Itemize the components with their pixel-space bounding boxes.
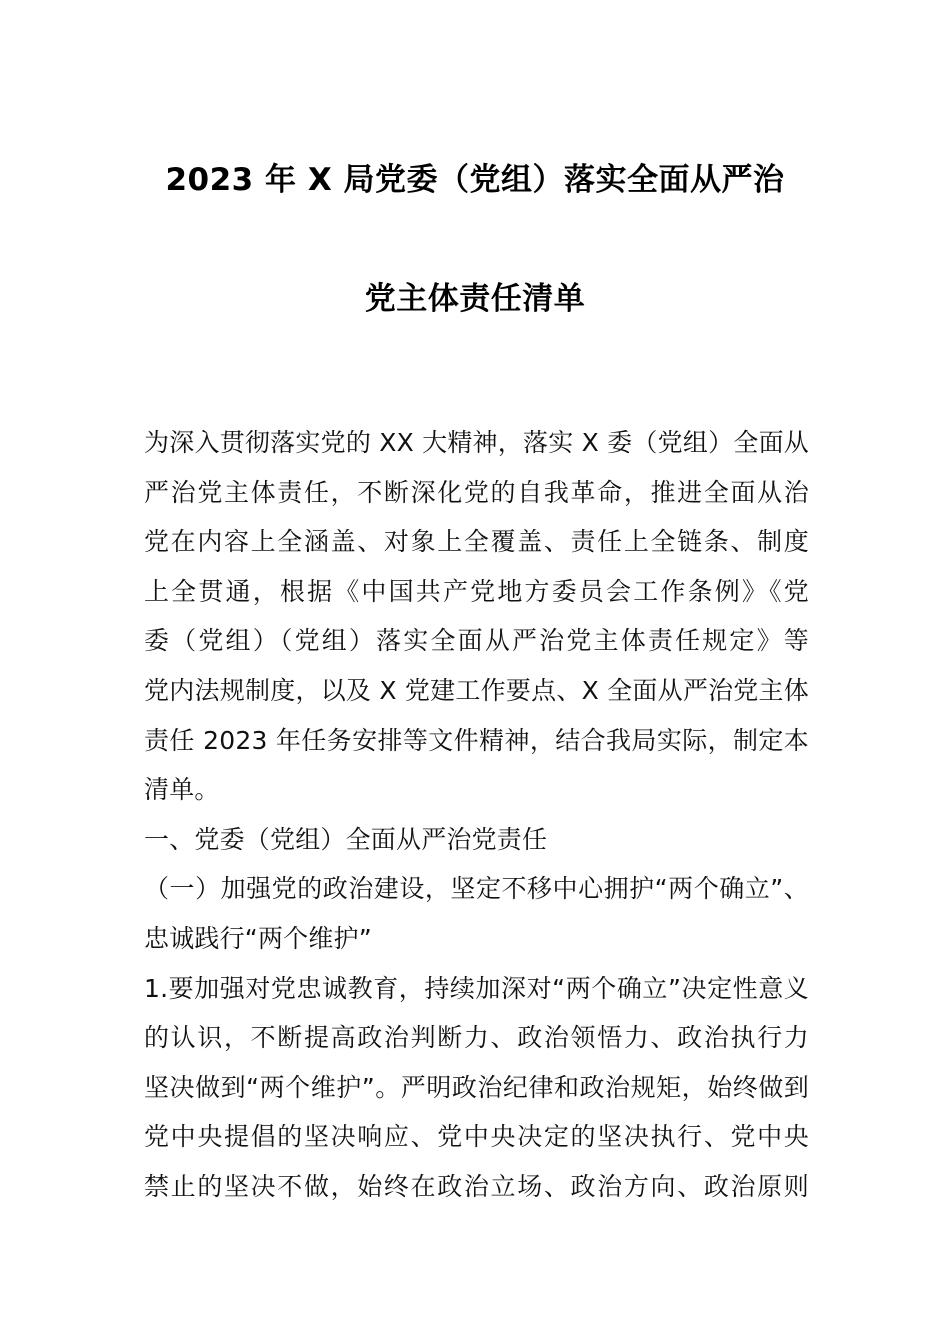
- section-heading: 一、党委（党组）全面从严治党责任: [144, 824, 548, 854]
- document-title-line-2: 党主体责任清单: [364, 281, 586, 317]
- body-line: 党在内容上全涵盖、对象上全覆盖、责任上全链条、制度: [144, 527, 809, 557]
- body-line: 清单。: [144, 775, 220, 805]
- body-line: 党内法规制度，以及 X 党建工作要点、X 全面从严治党主体: [144, 675, 809, 705]
- body-line: 严治党主体责任，不断深化党的自我革命，推进全面从治: [144, 477, 809, 507]
- body-line: 委（党组）（党组）落实全面从严治党主体责任规定》等: [144, 626, 809, 656]
- body-line: 1.要加强对党忠诚教育，持续加深对“两个确立”决定性意义: [144, 973, 809, 1003]
- subsection-heading-line: （一）加强党的政治建设，坚定不移中心拥护“两个确立”、: [144, 874, 809, 904]
- body-line: 责任 2023 年任务安排等文件精神，结合我局实际，制定本: [144, 725, 809, 755]
- body-line: 禁止的坚决不做，始终在政治立场、政治方向、政治原则: [144, 1171, 809, 1201]
- document-title-line-1: 2023 年 X 局党委（党组）落实全面从严治: [165, 162, 785, 198]
- body-line: 的认识，不断提高政治判断力、政治领悟力、政治执行力: [144, 1023, 809, 1053]
- body-line: 上全贯通，根据《中国共产党地方委员会工作条例》《党: [144, 576, 809, 606]
- document-body: [144, 418, 809, 1212]
- body-line: 为深入贯彻落实党的 XX 大精神，落实 X 委（党组）全面从: [144, 428, 809, 457]
- body-line: 党中央提倡的坚决响应、党中央决定的坚决执行、党中央: [144, 1122, 809, 1152]
- body-line: 坚决做到“两个维护”。严明政治纪律和政治规矩，始终做到: [144, 1072, 809, 1102]
- subsection-heading-line: 忠诚践行“两个维护”: [144, 923, 372, 953]
